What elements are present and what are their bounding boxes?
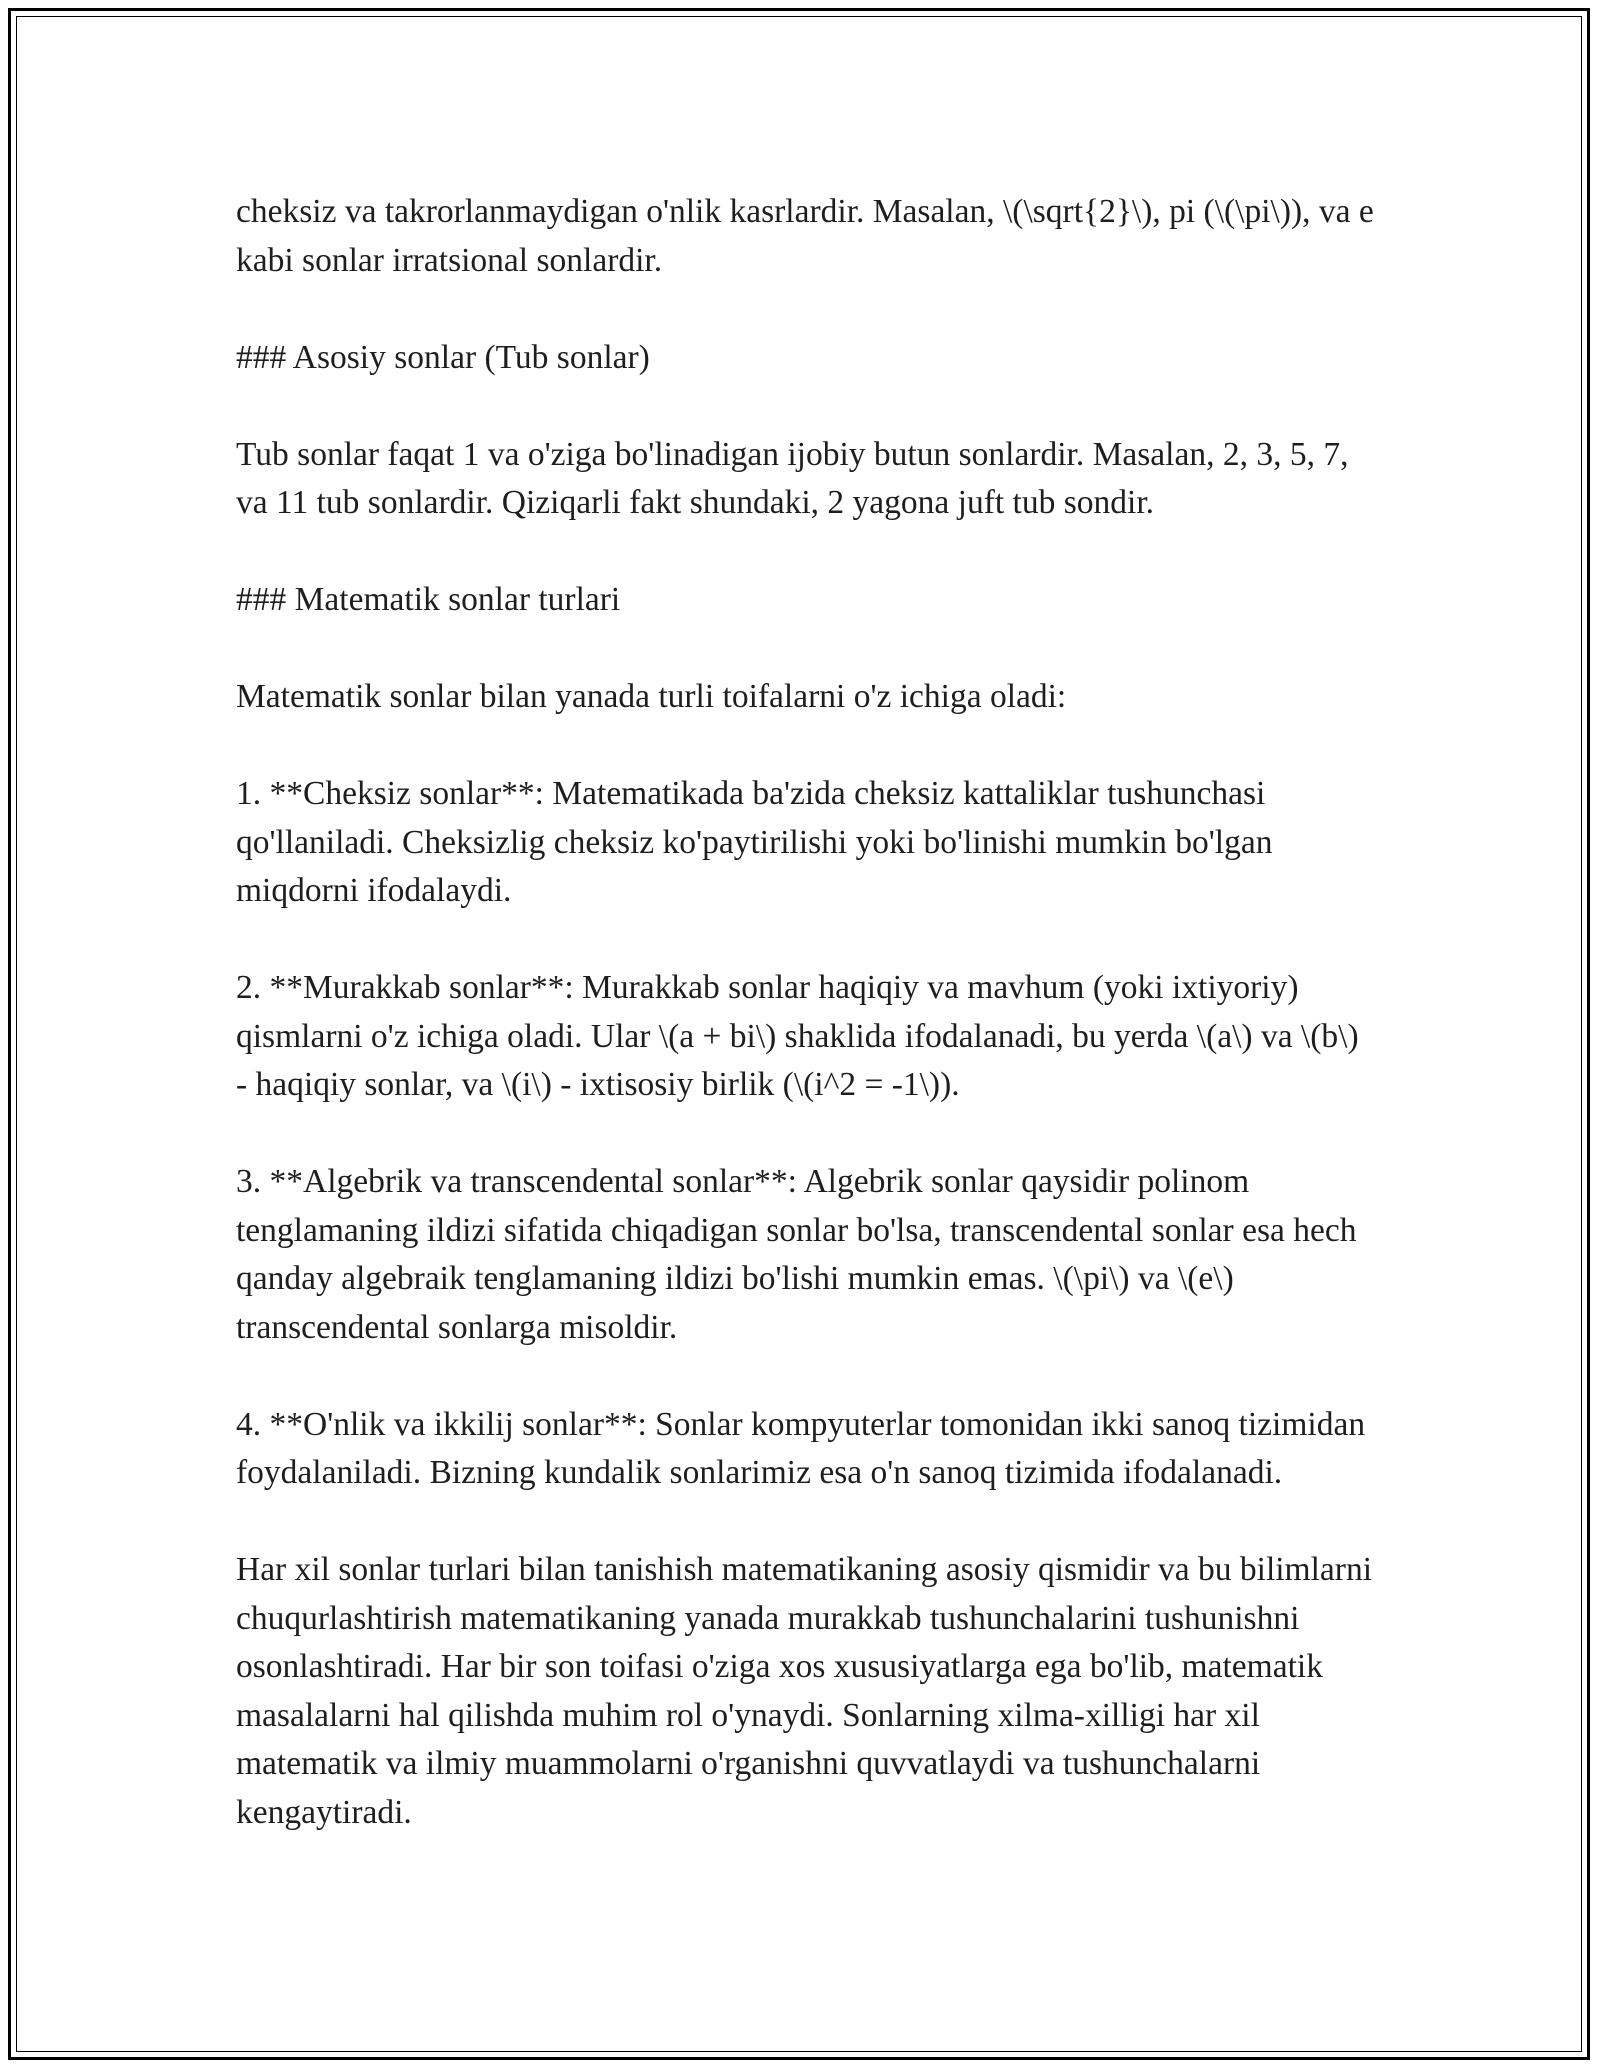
paragraph-prime-numbers: Tub sonlar faqat 1 va o'ziga bo'linadigan ijobiy butun sonlardir. Masalan, 2, 3, 5, 7, va 11 tub sonlardir. Qiziqarli fakt shundaki, 2 yagona juft tub sondir. bbox=[236, 435, 1349, 521]
document-body bbox=[236, 188, 1376, 1837]
list-item-complex-numbers: 2. **Murakkab sonlar**: Murakkab sonlar haqiqiy va mavhum (yoki ixtiyoriy) qismlarni o'z ichiga oladi. Ular \(a + bi\) shaklida ifodalanadi, bu yerda \(a\) va \(b\) - haqiqiy sonlar, va \(i\) - ixtisosiy birlik (\(i^2 = -1\)). bbox=[236, 969, 1359, 1103]
list-item-algebraic-transcendental: 3. **Algebrik va transcendental sonlar**: Algebrik sonlar qaysidir polinom tenglamaning ildizi sifatida chiqadigan sonlar bo'lsa, transcendental sonlar esa hech qanday algebraik tenglamaning ildizi bo'lishi mumkin emas. \(\pi\) va \(e\) transcendental sonlarga misoldir. bbox=[236, 1163, 1357, 1346]
list-item-decimal-binary: 4. **O'nlik va ikkilij sonlar**: Sonlar kompyuterlar tomonidan ikki sanoq tizimidan foydalaniladi. Bizning kundalik sonlarimiz esa o'n sanoq tizimida ifodalanadi. bbox=[236, 1405, 1366, 1491]
list-item-infinite-numbers: 1. **Cheksiz sonlar**: Matematikada ba'zida cheksiz kattaliklar tushunchasi qo'llaniladi. Cheksizlig cheksiz ko'paytirilishi yoki bo'linishi mumkin bo'lgan miqdorni ifodalaydi. bbox=[236, 775, 1273, 909]
paragraph-number-types-intro: Matematik sonlar bilan yanada turli toifalarni o'z ichiga oladi: bbox=[236, 678, 1067, 715]
paragraph-conclusion: Har xil sonlar turlari bilan tanishish matematikaning asosiy qismidir va bu bilimlarni chuqurlashtirish matematikaning yanada murakkab tushunchalarini tushunishni osonlashtiradi. Har bir son toifasi o'ziga xos xususiyatlarga ega bo'lib, matematik masalalarni hal qilishda muhim rol o'ynaydi. Sonlarning xilma-xilligi har xil matematik va ilmiy muammolarni o'rganishni quvvatlaydi va tushunchalarni kengaytiradi. bbox=[236, 1551, 1373, 1831]
heading-prime-numbers: ### Asosiy sonlar (Tub sonlar) bbox=[236, 338, 650, 376]
paragraph-irrational-numbers: cheksiz va takrorlanmaydigan o'nlik kasrlardir. Masalan, \(\sqrt{2}\), pi (\(\pi\)), va e kabi sonlar irratsional sonlardir. bbox=[236, 193, 1374, 279]
heading-number-types: ### Matematik sonlar turlari bbox=[236, 581, 621, 618]
